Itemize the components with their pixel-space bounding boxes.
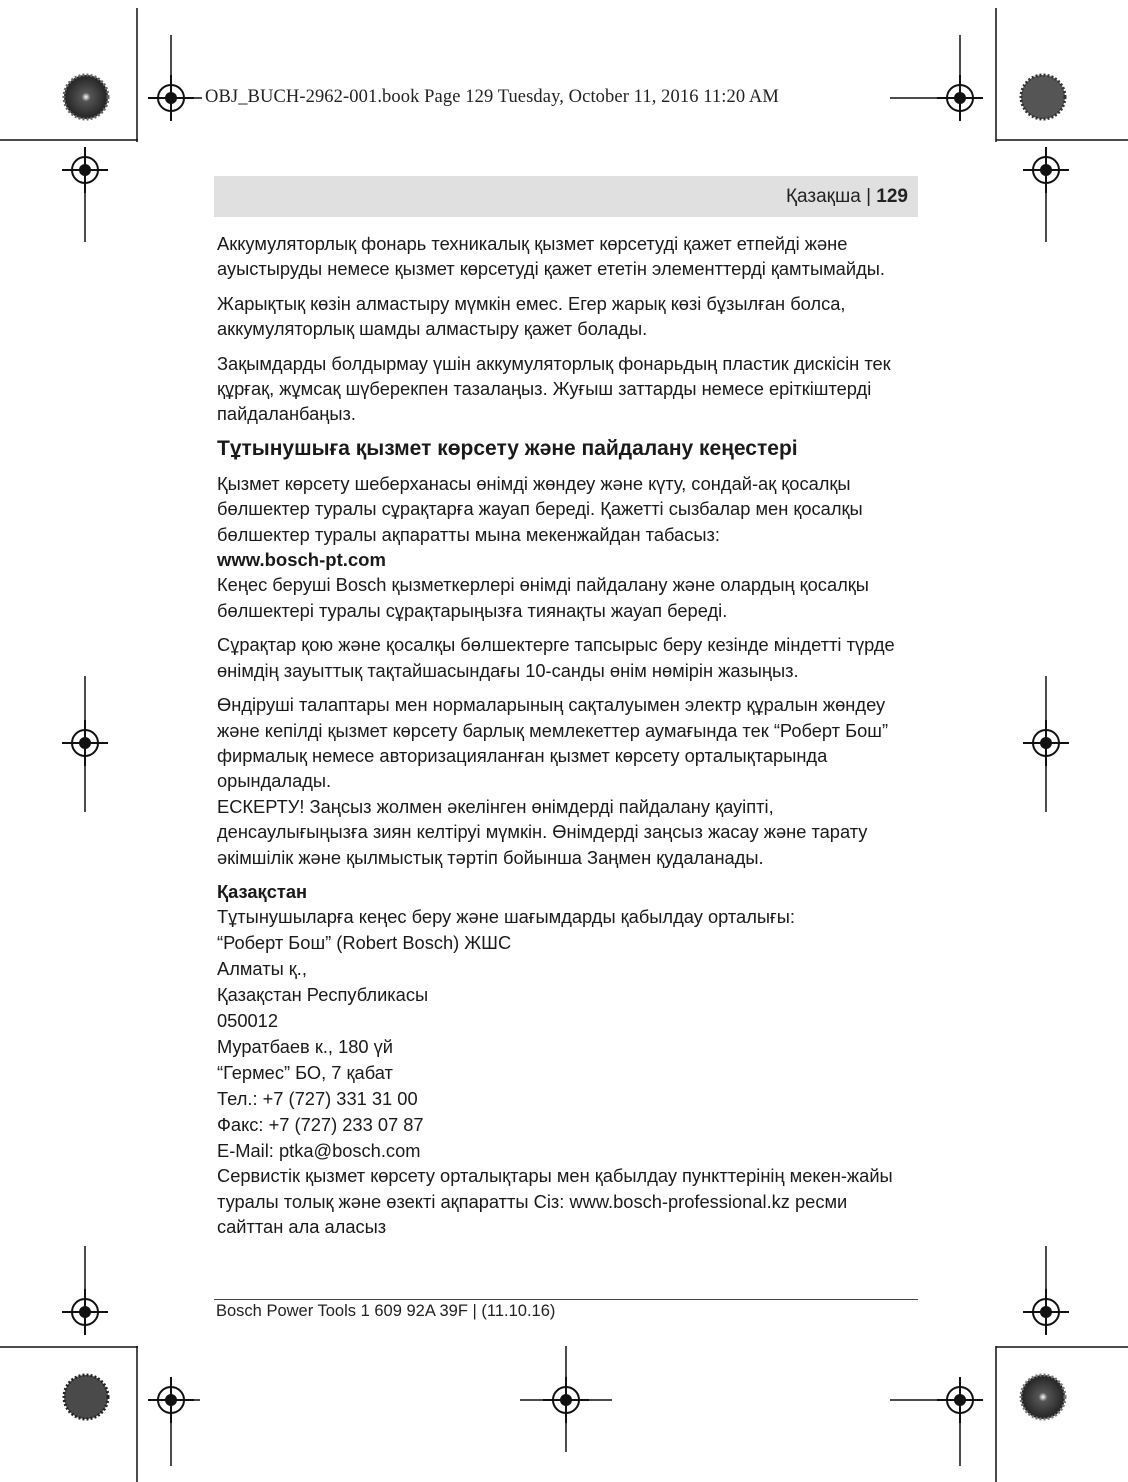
cleaning-paragraph: Зақымдарды болдырмау үшін аккумуляторлық фонарьдың пластик дискісін тек құрғақ, жұмсақ шүберекпен тазалаңыз. Жуғыш заттарды немесе еріткіштерді пайдаланбаңыз. <box>217 352 891 425</box>
consultants-paragraph: Кеңес беруші Bosch қызметкерлері өнімді пайдалану және олардың қосалқы бөлшектері туралы сұрақтарыңызға тиянақты жауап береді. <box>217 574 869 621</box>
footer-rule <box>214 1299 918 1300</box>
page-footer: Bosch Power Tools 1 609 92A 39F | (11.10.16) <box>216 1302 556 1320</box>
maintenance-paragraph: Аккумуляторлық фонарь техникалық қызмет көрсетуді қажет етпейді және ауыстыруды немесе қызмет көрсетуді қажет ететін элементтерді қамтымайды. <box>217 233 885 280</box>
email-line: E-Mail: ptka@bosch.com <box>217 1139 421 1161</box>
print-slug: OBJ_BUCH-2962-001.book Page 129 Tuesday, October 11, 2016 11:20 AM <box>205 87 779 107</box>
address-line: Муратбаев к., 180 үй <box>217 1035 394 1057</box>
order-paragraph: Сұрақтар қою және қосалқы бөлшектерге тапсырыс беру кезінде міндетті түрде өнімдің зауыттық тақтайшасындағы 10-санды өнім нөмірін жазыңыз. <box>217 634 895 681</box>
phone-line: Тел.: +7 (727) 331 31 00 <box>217 1087 418 1109</box>
running-header <box>214 176 918 217</box>
address-line: “Роберт Бош” (Robert Bosch) ЖШС <box>217 932 512 954</box>
header-text <box>786 186 908 208</box>
service-url: www.bosch-pt.com <box>217 549 386 571</box>
section-name: Қазақша <box>785 186 861 207</box>
page-number: 129 <box>876 186 908 207</box>
address-line: Тұтынушыларға кеңес беру және шағымдарды қабылдау орталығы: <box>217 906 795 928</box>
service-paragraph: Қызмет көрсету шеберханасы өнімді жөндеу және күту, сондай-ақ қосалқы бөлшектер туралы сұрақтарға жауап береді. Қажетті сызбалар мен қосалқы бөлшектер туралы ақпаратты мына мекенжайдан табасыз: <box>217 472 863 545</box>
address-line: Алматы қ., <box>217 958 307 980</box>
address-line: Қазақстан Республикасы <box>217 984 429 1006</box>
header-separator: | <box>866 186 872 207</box>
fax-line: Факс: +7 (727) 233 07 87 <box>217 1113 424 1135</box>
service-heading: Тұтынушыға қызмет көрсету және пайдалану кеңестері <box>217 436 798 460</box>
service-centers-paragraph: Сервистік қызмет көрсету орталықтары мен қабылдау пункттерінің мекен-жайы туралы толық және өзекті ақпаратты Сіз: www.bosch-professional.kz ресми сайттан ала аласыз <box>217 1165 893 1238</box>
warranty-paragraph: Өндіруші талаптары мен нормаларының сақталуымен электр құралын жөндеу және кепілді қызмет көрсету барлық мемлекеттер аумағында тек “Роберт Бош” фирмалық немесе авторизацияланған қызмет көрсету орталықтарында орындалады. <box>217 694 889 792</box>
address-block <box>217 904 917 1163</box>
warning-paragraph: ЕСКЕРТУ! Заңсыз жолмен әкелінген өнімдерді пайдалану қауіпті, денсаулығыңызға зиян келтіруі мүмкін. Өнімдерді заңсыз жасау және тарату әкімшілік және қылмыстық тәртіп бойынша Заңмен қудаланады. <box>217 795 868 868</box>
page-body <box>217 231 917 1249</box>
address-line: “Гермес” БО, 7 қабат <box>217 1061 393 1083</box>
kazakhstan-heading: Қазақстан <box>217 880 308 902</box>
address-line: 050012 <box>217 1009 279 1031</box>
light-source-paragraph: Жарықтық көзін алмастыру мүмкін емес. Егер жарық көзі бұзылған болса, аккумуляторлық шамды алмастыру қажет болады. <box>217 292 846 340</box>
